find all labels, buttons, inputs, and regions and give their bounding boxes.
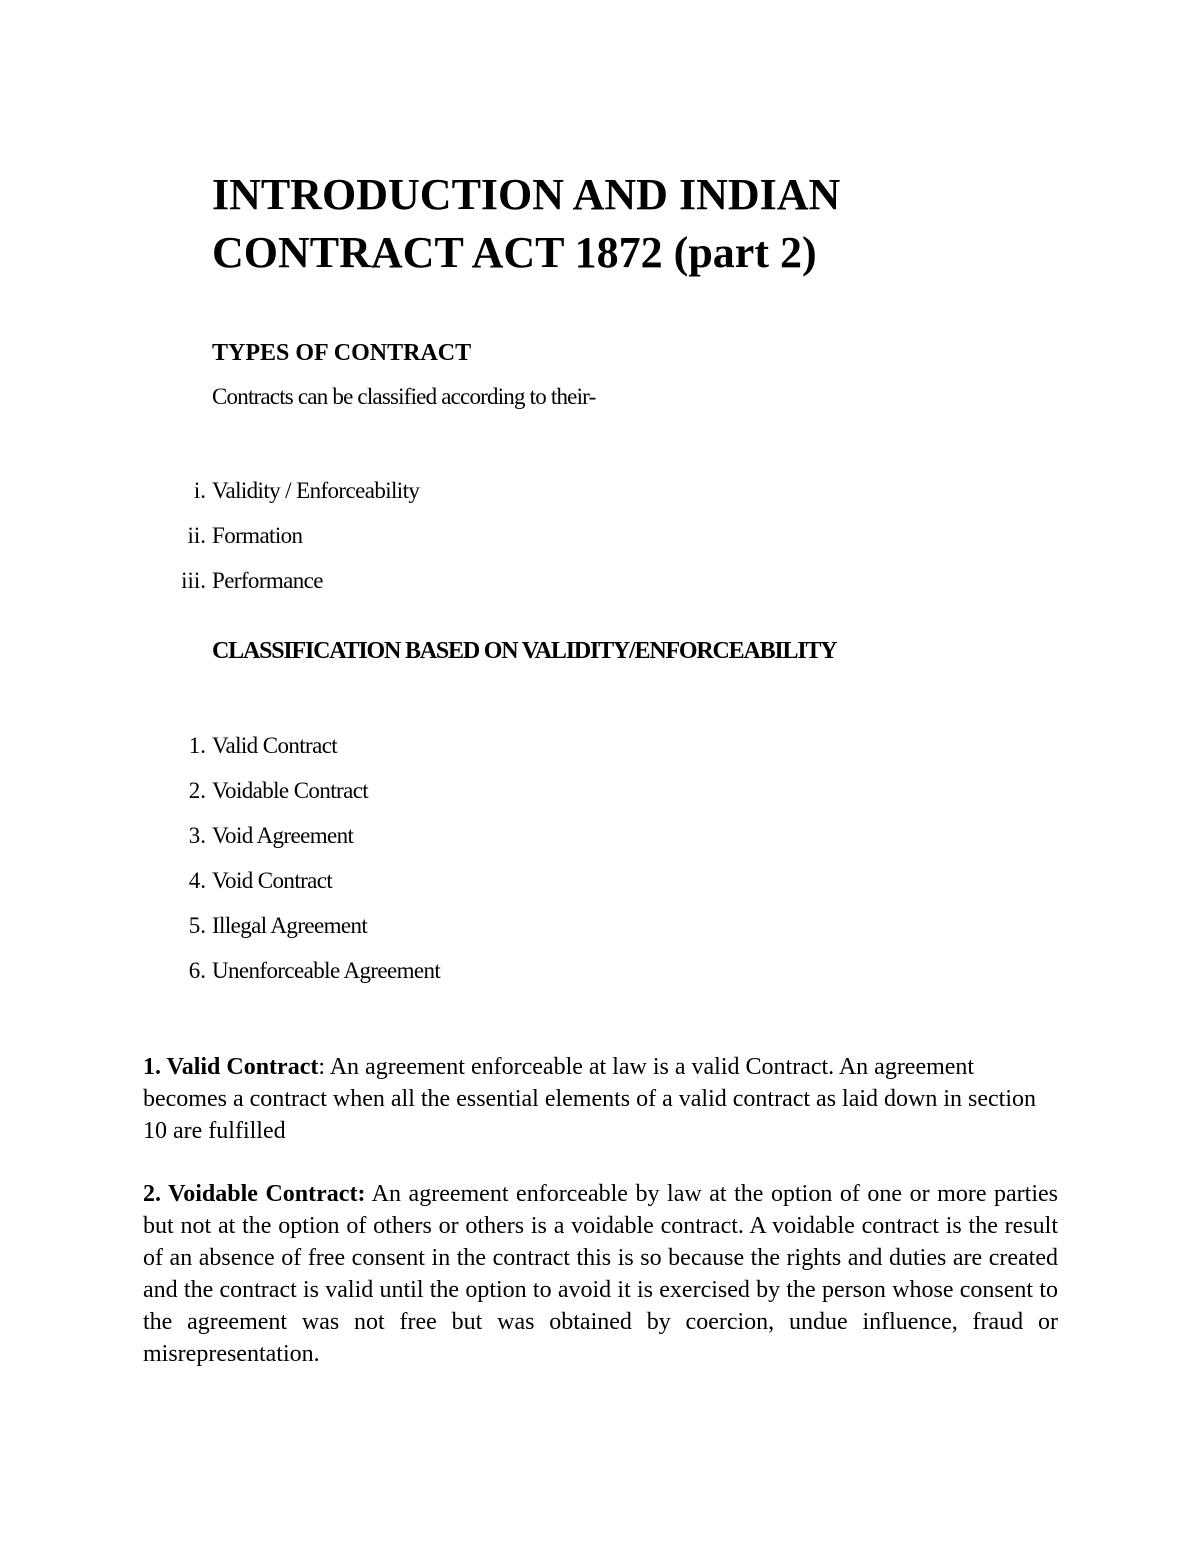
types-list [100, 476, 800, 611]
types-of-contract-heading: TYPES OF CONTRACT [212, 340, 472, 366]
list-label: Validity / Enforceability [212, 478, 420, 503]
list-marker: iii. [181, 568, 206, 593]
paragraph-term: 1. Valid Contract [143, 1054, 319, 1080]
paragraph-body: An agreement enforceable at law is a valid Contract. An agreement becomes a contract when all the essential elements of a valid contract as laid down in section 10 are fulfilled [143, 1054, 1037, 1144]
paragraph-term: 2. Voidable Contract: [143, 1181, 366, 1207]
list-marker: 2. [188, 778, 206, 803]
list-marker: 6. [188, 958, 206, 983]
list-item [100, 521, 800, 566]
types-intro-text: Contracts can be classified according to their- [212, 384, 596, 409]
list-item [100, 476, 800, 521]
title-line-2: CONTRACT ACT 1872 (part 2) [212, 228, 817, 277]
title-line-1: INTRODUCTION AND INDIAN [212, 170, 841, 219]
list-marker: 5. [188, 913, 206, 938]
list-label: Illegal Agreement [212, 913, 368, 938]
list-item [100, 731, 800, 776]
paragraph-body: An agreement enforceable by law at the option of one or more parties but not at the option of others or others is a voidable contract. A voidable contract is the result of an absence of free consent in the contract this is so because the rights and duties are created and the contract is valid until the option to avoid it is exercised by the person whose consent to the agreement was not free but was obtained by coercion, undue influence, fraud or misrepresentation. [143, 1181, 1058, 1367]
list-label: Voidable Contract [212, 778, 369, 803]
list-marker: 4. [188, 868, 206, 893]
list-marker: 1. [188, 733, 206, 758]
list-marker: i. [193, 478, 206, 503]
list-label: Valid Contract [212, 733, 338, 758]
list-item [100, 776, 800, 821]
list-marker: 3. [188, 823, 206, 848]
list-label: Formation [212, 523, 303, 548]
list-item [100, 566, 800, 611]
list-marker: ii. [187, 523, 206, 548]
list-item [100, 821, 800, 866]
valid-contract-paragraph [143, 1051, 1058, 1147]
document-title [212, 166, 1112, 282]
paragraph-separator: : [318, 1054, 326, 1080]
list-label: Unenforceable Agreement [212, 958, 441, 983]
list-label: Void Contract [212, 868, 333, 893]
list-item [100, 866, 800, 911]
list-label: Void Agreement [212, 823, 354, 848]
list-item [100, 911, 800, 956]
list-item [100, 956, 800, 1001]
classification-heading: CLASSIFICATION BASED ON VALIDITY/ENFORCEABILITY [212, 638, 837, 664]
list-label: Performance [212, 568, 323, 593]
voidable-contract-paragraph [143, 1178, 1058, 1370]
classification-list [100, 731, 800, 1001]
